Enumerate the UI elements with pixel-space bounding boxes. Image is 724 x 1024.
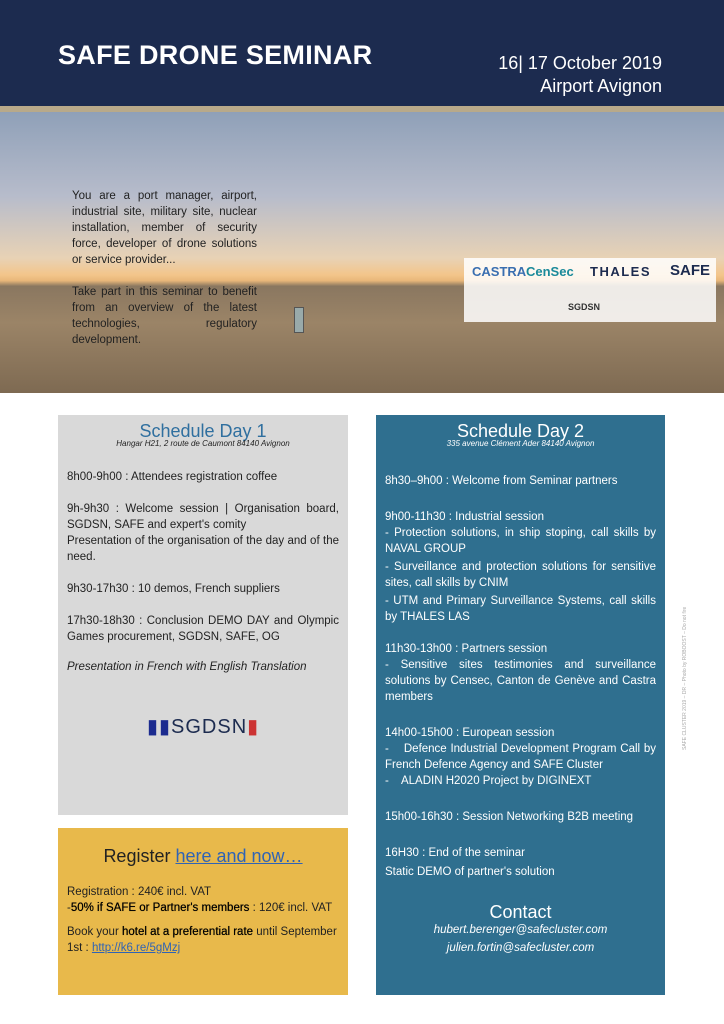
partner-logos bbox=[464, 258, 716, 322]
thales-logo: THALES bbox=[590, 264, 651, 279]
schedule-item: - Sensitive sites testimonies and surveillance solutions by Censec, Canton de Genève and Castra members bbox=[385, 659, 656, 703]
register-label: Register bbox=[103, 846, 176, 866]
price-line: Registration : 240€ incl. VAT bbox=[67, 886, 212, 898]
text: : 120€ incl. VAT bbox=[249, 902, 333, 914]
contact-email[interactable]: julien.fortin@safecluster.com bbox=[446, 942, 595, 954]
language-note: Presentation in French with English Translation bbox=[67, 661, 307, 673]
schedule-item: - Surveillance and protection solutions for sensitive sites, call skills by CNIM bbox=[385, 561, 656, 589]
discount-text: 50% if SAFE or Partner's members bbox=[70, 902, 250, 914]
schedule-item: 15h00-16h30 : Session Networking B2B meeting bbox=[385, 811, 634, 823]
schedule-item: 9h-9h30 : Welcome session | Organisation board, SGDSN, SAFE and expert's comity bbox=[67, 503, 339, 531]
day2-title: Schedule Day 2 bbox=[456, 421, 585, 441]
discount-line bbox=[67, 900, 339, 916]
schedule-item: - Protection solutions, in ship stoping, call skills by NAVAL GROUP bbox=[385, 527, 656, 555]
schedule-item: Presentation of the organisation of the day and of the need. bbox=[67, 535, 339, 563]
hotel-line bbox=[67, 924, 339, 956]
schedule-item: 11h30-13h00 : Partners session bbox=[385, 643, 548, 655]
page-title: SAFE DRONE SEMINAR bbox=[58, 40, 373, 70]
schedule-item: 8h30–9h00 : Welcome from Seminar partners bbox=[385, 475, 618, 487]
text: until September 1st : bbox=[67, 926, 337, 954]
schedule-item: - Defence Industrial Development Program Call by French Defence Agency and SAFE Cluster bbox=[385, 743, 660, 771]
intro-paragraph: You are a port manager, airport, industrial site, military site, nuclear installation, member of security force, developer of drone solutions or service provider... bbox=[72, 190, 257, 266]
radar-mast-image bbox=[294, 307, 304, 333]
place-text: Airport Avignon bbox=[540, 76, 662, 96]
sgdsn-logo: SGDSN bbox=[568, 302, 601, 312]
schedule-day1 bbox=[58, 415, 348, 815]
register-title bbox=[67, 848, 339, 864]
schedule-item: - UTM and Primary Surveillance Systems, call skills by THALES LAS bbox=[385, 595, 656, 623]
safe-logo: SAFE bbox=[670, 262, 711, 279]
schedule-item: 9h00-11h30 : Industrial session bbox=[385, 511, 544, 523]
schedule-item: 16H30 : End of the seminar bbox=[385, 847, 525, 859]
register-link[interactable]: here and now… bbox=[175, 846, 303, 866]
schedule-item: Static DEMO of partner's solution bbox=[385, 866, 555, 878]
schedule-item: 17h30-18h30 : Conclusion DEMO DAY and Olympic Games procurement, SGDSN, SAFE, OG bbox=[67, 615, 339, 643]
text: - bbox=[67, 902, 71, 914]
photo-credit: SAFE CLUSTER 2019 – DR – Photo by ROBOOST – Do not fire bbox=[682, 606, 688, 750]
schedule-day2 bbox=[376, 415, 665, 995]
event-date bbox=[498, 52, 662, 98]
schedule-item: 14h00-15h00 : European session bbox=[385, 727, 555, 739]
header bbox=[0, 0, 724, 106]
censec-logo: CenSec bbox=[526, 264, 574, 279]
schedule-item: - ALADIN H2020 Project by DIGINEXT bbox=[385, 775, 592, 787]
schedule-item: 8h00-9h00 : Attendees registration coffee bbox=[67, 471, 278, 483]
register-box bbox=[58, 828, 348, 995]
castra-logo: CASTRA bbox=[472, 264, 527, 279]
contact-title: Contact bbox=[489, 902, 552, 922]
day2-address: 335 avenue Clément Ader 84140 Avignon bbox=[446, 439, 595, 448]
sgdsn-logo: ▮▮SGDSN▮ bbox=[147, 716, 260, 738]
hotel-text: hotel at a preferential rate bbox=[121, 926, 254, 938]
day1-title: Schedule Day 1 bbox=[139, 421, 267, 441]
day1-address: Hangar H21, 2 route de Caumont 84140 Avignon bbox=[116, 439, 290, 448]
date-text: 16| 17 October 2019 bbox=[498, 53, 662, 73]
contact-email[interactable]: hubert.berenger@safecluster.com bbox=[433, 924, 608, 936]
intro-text bbox=[72, 188, 257, 364]
text: Book your bbox=[67, 926, 122, 938]
sgdsn-logo-text: SGDSN bbox=[171, 716, 248, 738]
hotel-link[interactable]: http://k6.re/5gMzj bbox=[91, 942, 181, 954]
intro-paragraph: Take part in this seminar to benefit from an overview of the latest technologies, regulatory development. bbox=[72, 286, 257, 346]
schedule-item: 9h30-17h30 : 10 demos, French suppliers bbox=[67, 583, 280, 595]
